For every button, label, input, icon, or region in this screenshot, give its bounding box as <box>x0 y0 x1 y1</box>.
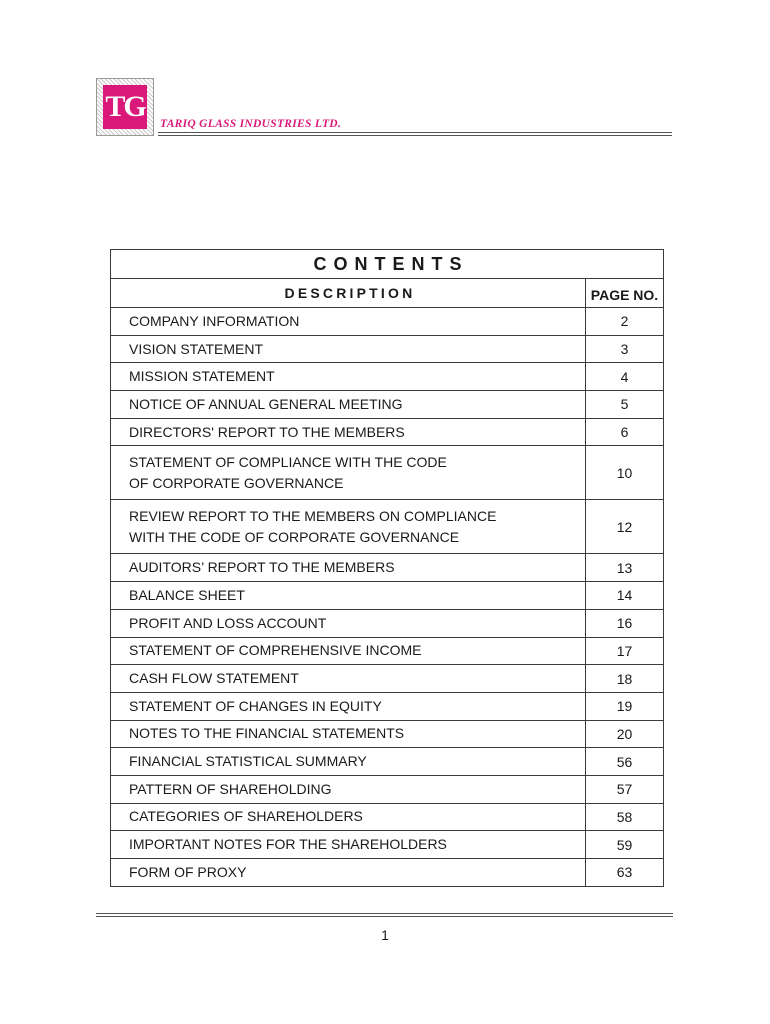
entry-page-number: 4 <box>586 363 664 391</box>
company-logo <box>96 78 154 136</box>
contents-row <box>111 391 664 419</box>
entry-description <box>111 391 586 419</box>
entry-description-line: STATEMENT OF COMPREHENSIVE INCOME <box>129 642 422 659</box>
entry-description-line: NOTES TO THE FINANCIAL STATEMENTS <box>129 725 405 742</box>
entry-page-number: 56 <box>586 748 664 776</box>
entry-page-number: 2 <box>586 308 664 336</box>
entry-description-line: PROFIT AND LOSS ACCOUNT <box>129 614 327 631</box>
entry-page-number: 5 <box>586 391 664 419</box>
page-number: 1 <box>381 927 389 943</box>
entry-description-line: WITH THE CODE OF CORPORATE GOVERNANCE <box>129 528 460 545</box>
entry-page-number: 14 <box>586 582 664 610</box>
entry-page-number: 19 <box>586 692 664 720</box>
contents-row <box>111 859 664 887</box>
contents-row <box>111 775 664 803</box>
header-divider <box>158 132 672 136</box>
entry-description-line: COMPANY INFORMATION <box>129 312 300 329</box>
entry-description-line: VISION STATEMENT <box>129 340 264 357</box>
entry-description <box>111 554 586 582</box>
entry-description-line: AUDITORS’ REPORT TO THE MEMBERS <box>129 559 395 576</box>
entry-description <box>111 692 586 720</box>
contents-row <box>111 582 664 610</box>
contents-row <box>111 363 664 391</box>
contents-row <box>111 748 664 776</box>
entry-page-number: 12 <box>586 500 664 554</box>
entry-description <box>111 446 586 500</box>
contents-title: CONTENTS <box>111 250 664 279</box>
entry-description-line: FORM OF PROXY <box>129 863 247 880</box>
entry-page-number: 58 <box>586 803 664 831</box>
entry-description-line: DIRECTORS' REPORT TO THE MEMBERS <box>129 423 405 440</box>
entry-description <box>111 720 586 748</box>
page-number-header: PAGE NO. <box>586 279 664 308</box>
entry-page-number: 16 <box>586 609 664 637</box>
contents-row <box>111 609 664 637</box>
entry-description <box>111 859 586 887</box>
contents-title-row <box>111 250 664 279</box>
entry-description <box>111 335 586 363</box>
entry-description <box>111 363 586 391</box>
entry-description <box>111 665 586 693</box>
entry-description <box>111 308 586 336</box>
contents-row <box>111 720 664 748</box>
company-name: TARIQ GLASS INDUSTRIES LTD. <box>160 118 342 130</box>
contents-row <box>111 446 664 500</box>
contents-row <box>111 500 664 554</box>
description-header: DESCRIPTION <box>111 279 586 308</box>
entry-description-line: MISSION STATEMENT <box>129 368 275 385</box>
entry-description <box>111 803 586 831</box>
entry-description-line: CASH FLOW STATEMENT <box>129 670 299 687</box>
entry-page-number: 13 <box>586 554 664 582</box>
entry-page-number: 10 <box>586 446 664 500</box>
entry-page-number: 3 <box>586 335 664 363</box>
contents-row <box>111 418 664 446</box>
contents-row <box>111 665 664 693</box>
entry-page-number: 18 <box>586 665 664 693</box>
entry-description <box>111 831 586 859</box>
entry-description-line: IMPORTANT NOTES FOR THE SHAREHOLDERS <box>129 836 447 853</box>
entry-description-line: NOTICE OF ANNUAL GENERAL MEETING <box>129 395 403 412</box>
entry-description-line: CATEGORIES OF SHAREHOLDERS <box>129 808 363 825</box>
contents-row <box>111 831 664 859</box>
contents-row <box>111 308 664 336</box>
entry-page-number: 63 <box>586 859 664 887</box>
contents-header-row <box>111 279 664 308</box>
contents-row <box>111 637 664 665</box>
entry-description <box>111 637 586 665</box>
entry-description <box>111 748 586 776</box>
entry-page-number: 17 <box>586 637 664 665</box>
contents-row <box>111 803 664 831</box>
entry-page-number: 6 <box>586 418 664 446</box>
entry-description <box>111 418 586 446</box>
entry-page-number: 20 <box>586 720 664 748</box>
contents-row <box>111 692 664 720</box>
entry-description <box>111 775 586 803</box>
entry-page-number: 59 <box>586 831 664 859</box>
entry-description <box>111 609 586 637</box>
entry-description <box>111 582 586 610</box>
entry-description-line: PATTERN OF SHAREHOLDING <box>129 780 332 797</box>
contents-row <box>111 335 664 363</box>
contents-table <box>110 249 664 887</box>
contents-row <box>111 554 664 582</box>
entry-description <box>111 500 586 554</box>
logo-mark: TG <box>103 85 147 129</box>
entry-description-line: FINANCIAL STATISTICAL SUMMARY <box>129 753 367 770</box>
entry-description-line: STATEMENT OF CHANGES IN EQUITY <box>129 697 382 714</box>
entry-description-line: REVIEW REPORT TO THE MEMBERS ON COMPLIANCE <box>129 507 497 524</box>
footer-divider <box>96 913 673 917</box>
entry-description-line: BALANCE SHEET <box>129 586 245 603</box>
contents-entries <box>111 308 664 887</box>
entry-page-number: 57 <box>586 775 664 803</box>
entry-description-line: OF CORPORATE GOVERNANCE <box>129 474 344 491</box>
entry-description-line: STATEMENT OF COMPLIANCE WITH THE CODE <box>129 453 447 470</box>
